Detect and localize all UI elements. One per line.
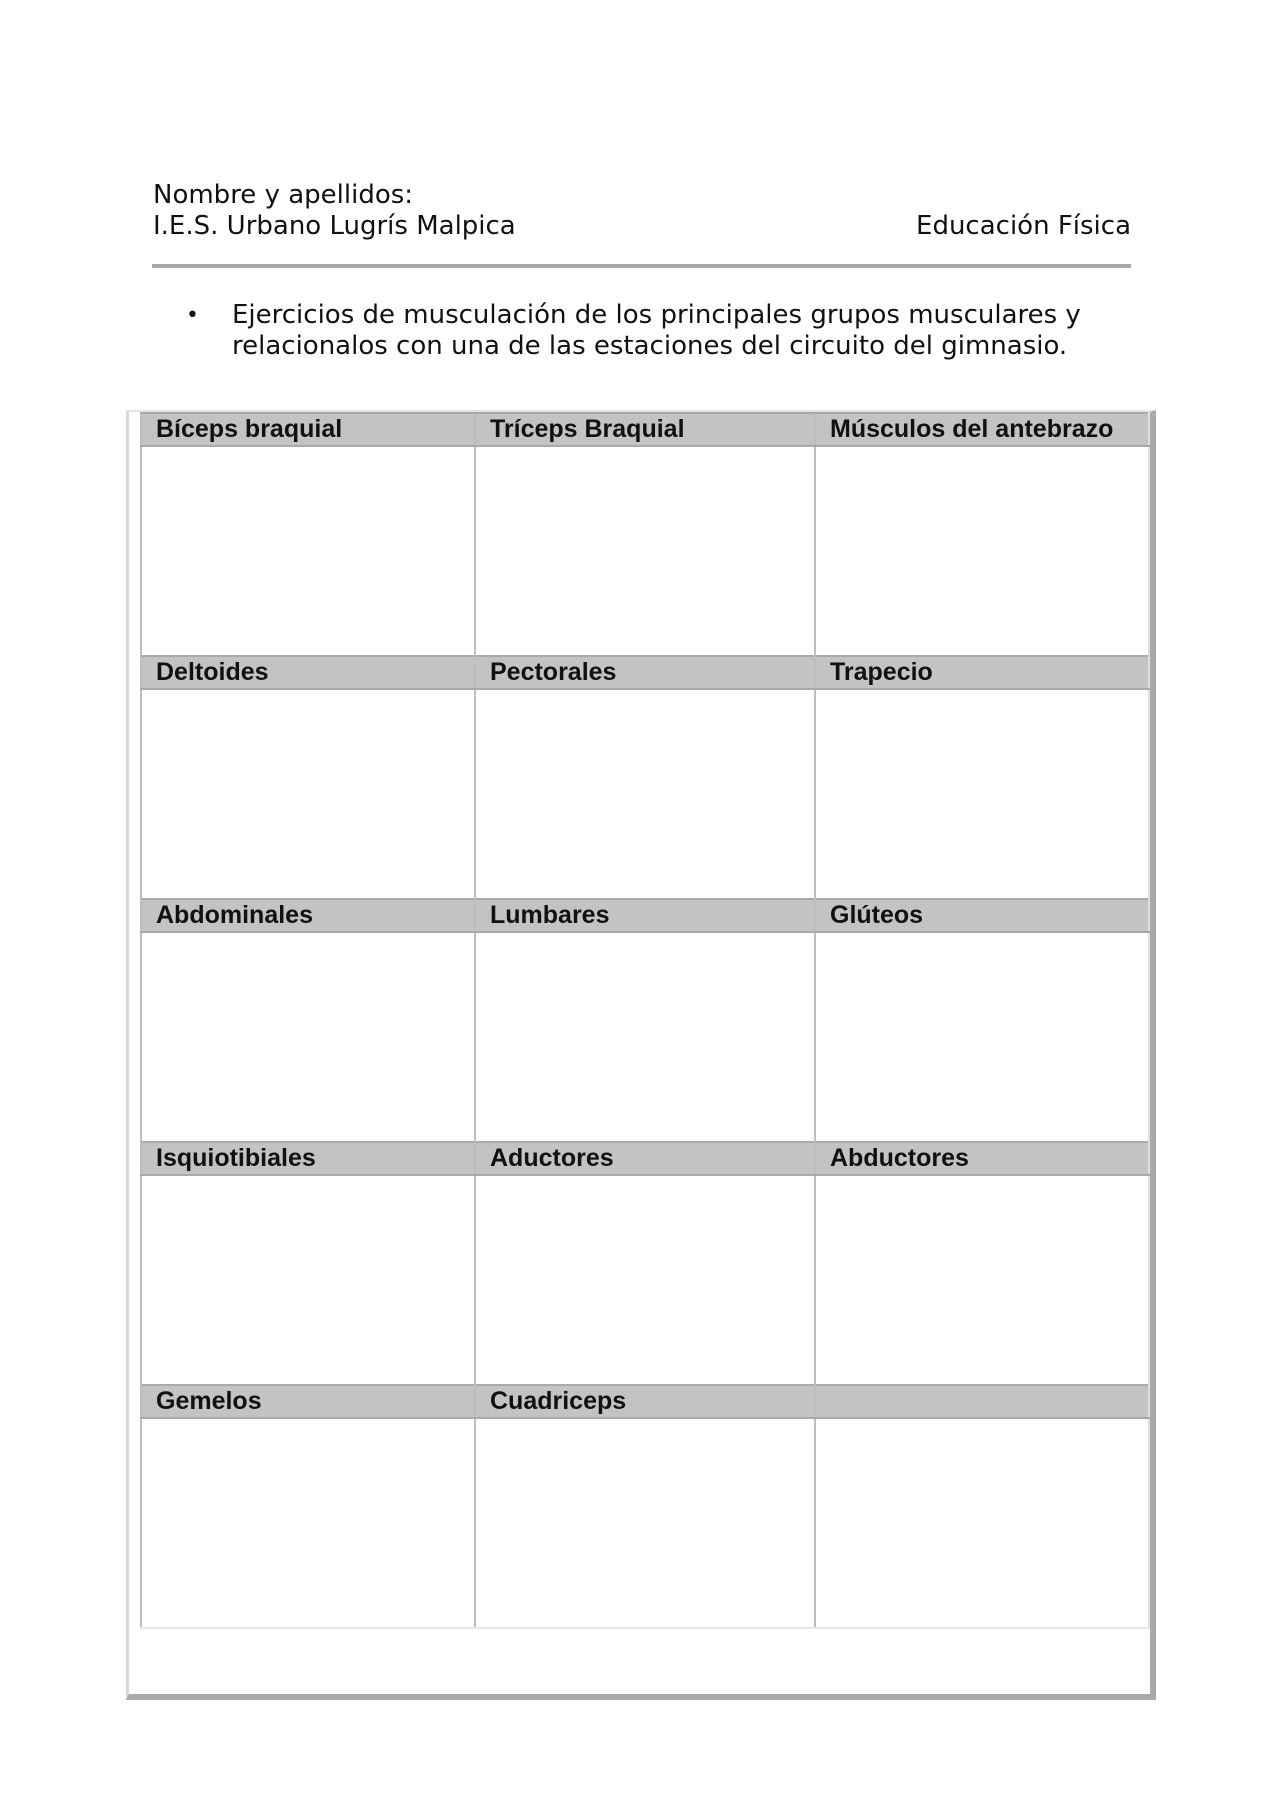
muscle-label: Gemelos (141, 1385, 475, 1418)
muscle-label: Deltoides (141, 656, 475, 689)
answer-cell[interactable] (141, 932, 475, 1142)
answer-cell[interactable] (815, 689, 1149, 899)
table-header-row (141, 1385, 1149, 1418)
answer-row (141, 1175, 1149, 1385)
answer-cell[interactable] (815, 446, 1149, 656)
instruction-line-1: Ejercicios de musculación de los principales grupos musculares y (232, 300, 1081, 330)
name-row (153, 180, 1131, 211)
table-header-row (141, 899, 1149, 932)
answer-cell[interactable] (815, 1418, 1149, 1628)
instruction-text (232, 300, 1106, 362)
school-subject-row (153, 211, 1131, 242)
muscle-label: Cuadriceps (475, 1385, 815, 1418)
answer-row (141, 689, 1149, 899)
muscle-label: Músculos del antebrazo (815, 413, 1149, 446)
muscle-label (815, 1385, 1149, 1418)
instruction-line-2: relacionalos con una de las estaciones del circuito del gimnasio. (232, 331, 1068, 361)
answer-cell[interactable] (815, 932, 1149, 1142)
table-header-row (141, 1142, 1149, 1175)
answer-row (141, 1418, 1149, 1628)
answer-cell[interactable] (475, 932, 815, 1142)
header-divider (152, 264, 1131, 268)
muscle-label: Tríceps Braquial (475, 413, 815, 446)
answer-cell[interactable] (141, 1175, 475, 1385)
answer-cell[interactable] (141, 689, 475, 899)
answer-cell[interactable] (141, 1418, 475, 1628)
answer-cell[interactable] (815, 1175, 1149, 1385)
answer-cell[interactable] (475, 1418, 815, 1628)
muscle-label: Bíceps braquial (141, 413, 475, 446)
answer-cell[interactable] (475, 1175, 815, 1385)
answer-cell[interactable] (475, 446, 815, 656)
name-label: Nombre y apellidos: (153, 180, 414, 210)
muscle-label: Pectorales (475, 656, 815, 689)
instruction-item (186, 300, 1106, 362)
muscle-label: Isquiotibiales (141, 1142, 475, 1175)
muscle-label: Trapecio (815, 656, 1149, 689)
subject-name: Educación Física (916, 211, 1131, 241)
school-name: I.E.S. Urbano Lugrís Malpica (153, 211, 516, 241)
muscle-label: Lumbares (475, 899, 815, 932)
muscle-label: Abdominales (141, 899, 475, 932)
table-header-row (141, 656, 1149, 689)
muscle-groups-table (140, 412, 1150, 1629)
muscle-label: Aductores (475, 1142, 815, 1175)
answer-cell[interactable] (475, 689, 815, 899)
document-header (153, 180, 1131, 242)
bullet-icon: • (186, 303, 199, 328)
answer-cell[interactable] (141, 446, 475, 656)
muscle-label: Abductores (815, 1142, 1149, 1175)
answer-row (141, 446, 1149, 656)
table-header-row (141, 413, 1149, 446)
muscle-label: Glúteos (815, 899, 1149, 932)
answer-row (141, 932, 1149, 1142)
